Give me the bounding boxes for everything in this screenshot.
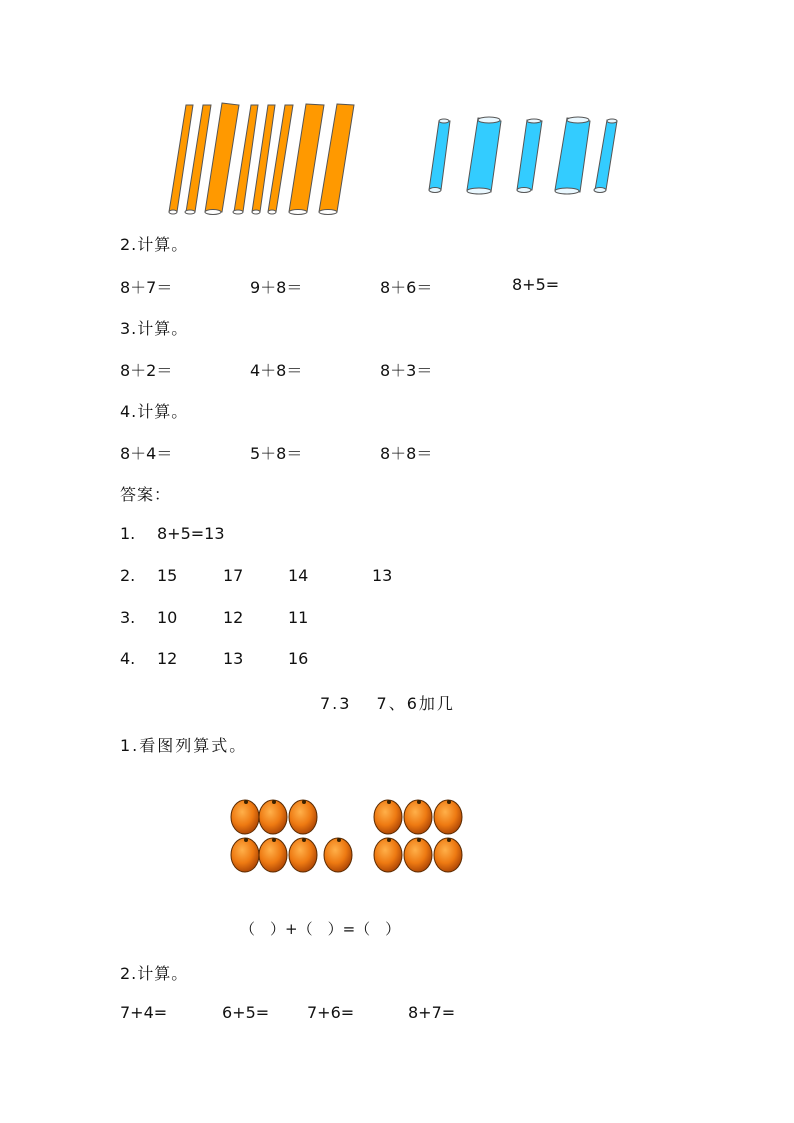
orange-stem [447,800,451,804]
s2-item-3: 7+6= [307,1003,355,1022]
answer-row-1-val: 8+5=13 [157,524,225,543]
answer-row-3-val-3: 11 [288,608,309,627]
q2-item-4: 8+5= [512,275,560,294]
orange-stem [417,838,421,842]
orange-fruit [404,800,432,834]
orange-fruit [289,800,317,834]
answer-row-2-val-1: 15 [157,566,178,585]
orange-fruit [404,838,432,872]
s2-item-1: 7+4= [120,1003,168,1022]
orange-fruit [434,838,462,872]
q3-item-3: 8＋3＝ [380,361,433,380]
orange-stem [337,838,341,842]
q4-item-1: 8＋4＝ [120,444,173,463]
answer-row-2-val-2: 17 [223,566,244,585]
answer-row-4-val-1: 12 [157,649,178,668]
answer-row-2-num: 2. [120,566,136,585]
q2-item-2: 9＋8＝ [250,278,303,297]
s2-item-4: 8+7= [408,1003,456,1022]
orange-fruit [374,800,402,834]
orange-stem [302,800,306,804]
orange-stem [417,800,421,804]
orange-fruit [374,838,402,872]
q4-title: 4.计算。 [120,402,189,421]
orange-stem [302,838,306,842]
s1-title: 1.看图列算式。 [120,736,248,755]
orange-fruit [259,838,287,872]
q2-title: 2.计算。 [120,235,189,254]
blue-sticks-image [425,115,625,200]
s2-title: 2.计算。 [120,964,189,983]
orange-fruit [434,800,462,834]
orange-stem [447,838,451,842]
orange-fruit [231,838,259,872]
q4-item-2: 5＋8＝ [250,444,303,463]
answer-row-2-val-4: 13 [372,566,393,585]
orange-stem [387,800,391,804]
s2-item-2: 6+5= [222,1003,270,1022]
oranges-image [225,790,475,890]
q3-title: 3.计算。 [120,319,189,338]
orange-fruit [231,800,259,834]
orange-stem [244,800,248,804]
orange-stem [387,838,391,842]
answer-row-2-val-3: 14 [288,566,309,585]
section-title: 7.3 7、6加几 [320,694,455,713]
answer-row-4-num: 4. [120,649,136,668]
answer-row-1-num: 1. [120,524,136,543]
s1-equation: （ ）+（ ）=（ ） [240,920,401,938]
q2-item-3: 8＋6＝ [380,278,433,297]
orange-stem [272,800,276,804]
q3-item-1: 8＋2＝ [120,361,173,380]
answer-row-3-val-2: 12 [223,608,244,627]
orange-stem [272,838,276,842]
q3-item-2: 4＋8＝ [250,361,303,380]
q4-item-3: 8＋8＝ [380,444,433,463]
orange-fruit [324,838,352,872]
answer-row-4-val-2: 13 [223,649,244,668]
orange-stem [244,838,248,842]
orange-sticks-image [165,102,365,217]
orange-fruit [259,800,287,834]
answer-row-4-val-3: 16 [288,649,309,668]
q2-item-1: 8＋7＝ [120,278,173,297]
answer-row-3-val-1: 10 [157,608,178,627]
orange-fruit [289,838,317,872]
answer-row-3-num: 3. [120,608,136,627]
answers-title: 答案： [120,485,172,504]
